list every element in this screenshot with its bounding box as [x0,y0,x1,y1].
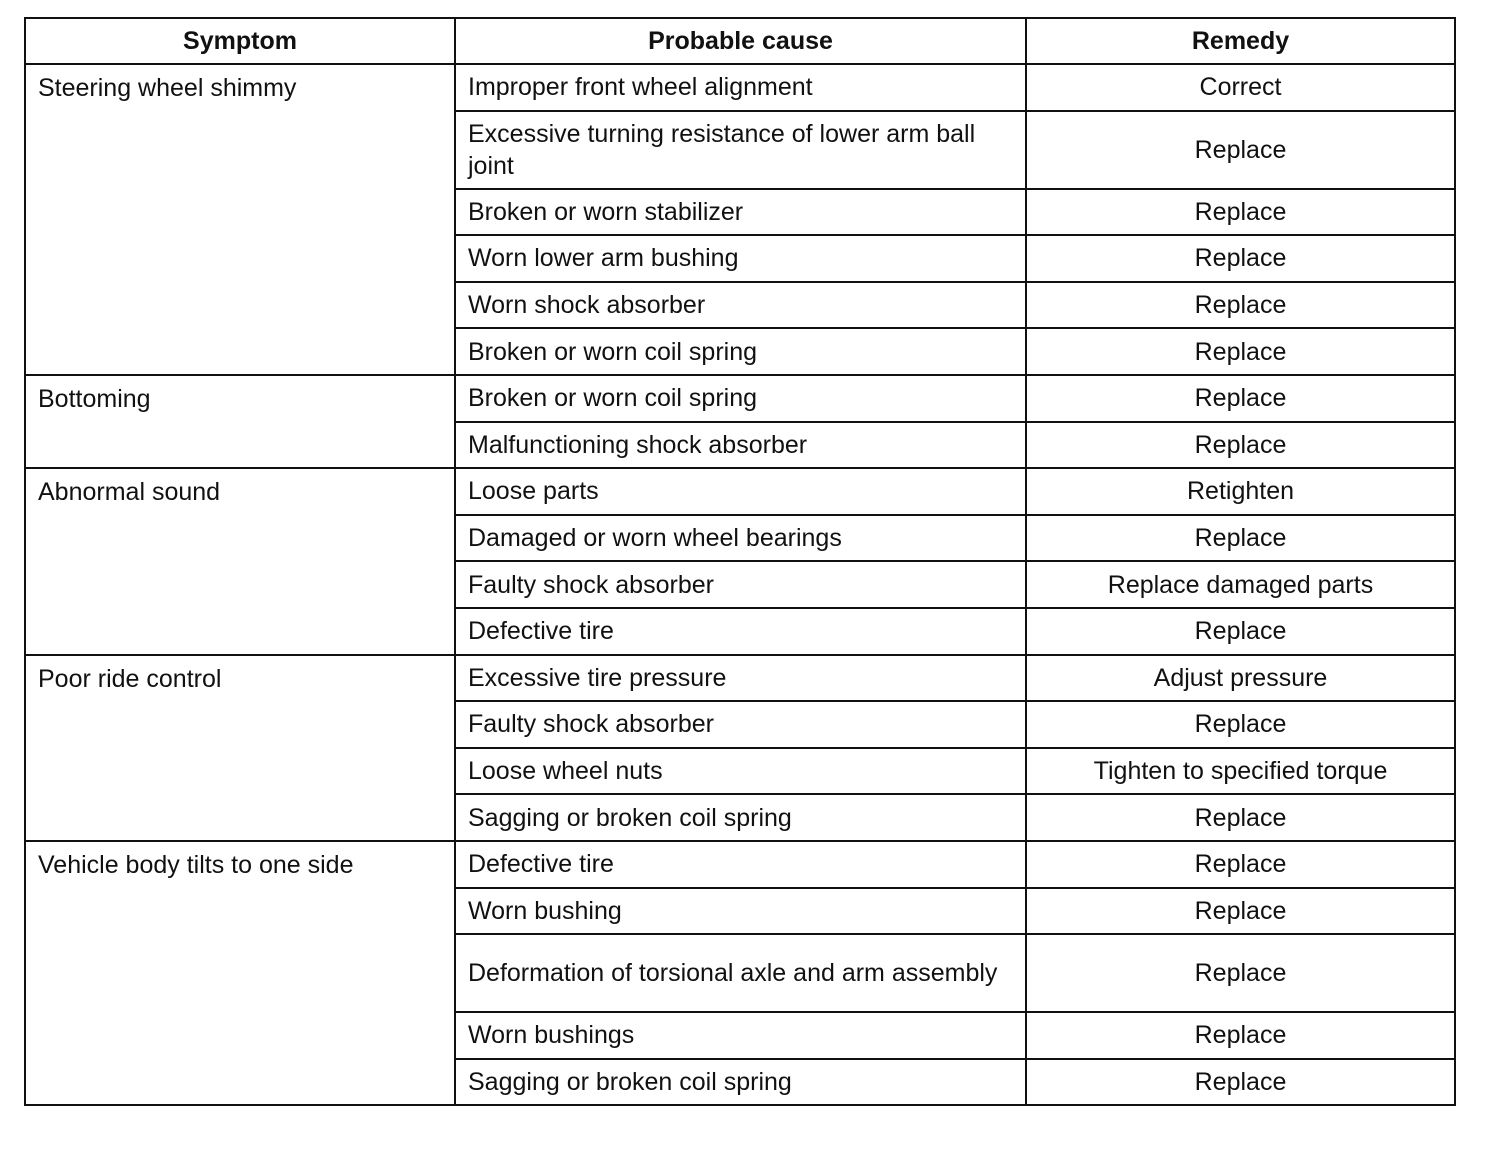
table-row [25,468,1455,515]
probable-cause-cell: Defective tire [455,841,1026,888]
remedy-cell: Replace [1026,1059,1455,1106]
probable-cause-cell: Damaged or worn wheel bearings [455,515,1026,562]
remedy-cell: Retighten [1026,468,1455,515]
remedy-cell: Replace [1026,701,1455,748]
probable-cause-cell: Broken or worn coil spring [455,328,1026,375]
header-remedy: Remedy [1026,18,1455,64]
probable-cause-cell: Worn lower arm bushing [455,235,1026,282]
probable-cause-cell: Malfunctioning shock absorber [455,422,1026,469]
table-row [25,655,1455,702]
troubleshooting-table [24,17,1456,1106]
remedy-cell: Replace [1026,111,1455,189]
remedy-cell: Replace [1026,282,1455,329]
probable-cause-cell: Broken or worn coil spring [455,375,1026,422]
remedy-cell: Replace [1026,608,1455,655]
remedy-cell: Replace [1026,1012,1455,1059]
remedy-cell: Replace [1026,515,1455,562]
symptom-cell: Bottoming [25,375,455,468]
probable-cause-cell: Excessive turning resistance of lower arm ball joint [455,111,1026,189]
remedy-cell: Replace [1026,422,1455,469]
probable-cause-cell: Sagging or broken coil spring [455,794,1026,841]
remedy-cell: Replace [1026,328,1455,375]
header-probable-cause: Probable cause [455,18,1026,64]
probable-cause-cell: Worn bushing [455,888,1026,935]
symptom-cell: Poor ride control [25,655,455,841]
probable-cause-cell: Improper front wheel alignment [455,64,1026,111]
symptom-cell: Steering wheel shimmy [25,64,455,375]
probable-cause-cell: Excessive tire pressure [455,655,1026,702]
remedy-cell: Replace [1026,888,1455,935]
probable-cause-cell: Loose wheel nuts [455,748,1026,795]
probable-cause-cell: Loose parts [455,468,1026,515]
remedy-cell: Replace [1026,375,1455,422]
table-row [25,64,1455,111]
header-symptom: Symptom [25,18,455,64]
probable-cause-cell: Worn shock absorber [455,282,1026,329]
probable-cause-cell: Deformation of torsional axle and arm assembly [455,934,1026,1012]
table-header [25,18,1455,64]
remedy-cell: Adjust pressure [1026,655,1455,702]
probable-cause-cell: Sagging or broken coil spring [455,1059,1026,1106]
symptom-cell: Vehicle body tilts to one side [25,841,455,1105]
remedy-cell: Correct [1026,64,1455,111]
remedy-cell: Replace [1026,235,1455,282]
remedy-cell: Replace [1026,189,1455,236]
table-row [25,841,1455,888]
table-body [25,64,1455,1105]
remedy-cell: Replace [1026,841,1455,888]
header-row [25,18,1455,64]
probable-cause-cell: Faulty shock absorber [455,561,1026,608]
probable-cause-cell: Faulty shock absorber [455,701,1026,748]
remedy-cell: Tighten to specified torque [1026,748,1455,795]
table-row [25,375,1455,422]
remedy-cell: Replace damaged parts [1026,561,1455,608]
probable-cause-cell: Broken or worn stabilizer [455,189,1026,236]
probable-cause-cell: Worn bushings [455,1012,1026,1059]
symptom-cell: Abnormal sound [25,468,455,654]
remedy-cell: Replace [1026,794,1455,841]
remedy-cell: Replace [1026,934,1455,1012]
probable-cause-cell: Defective tire [455,608,1026,655]
